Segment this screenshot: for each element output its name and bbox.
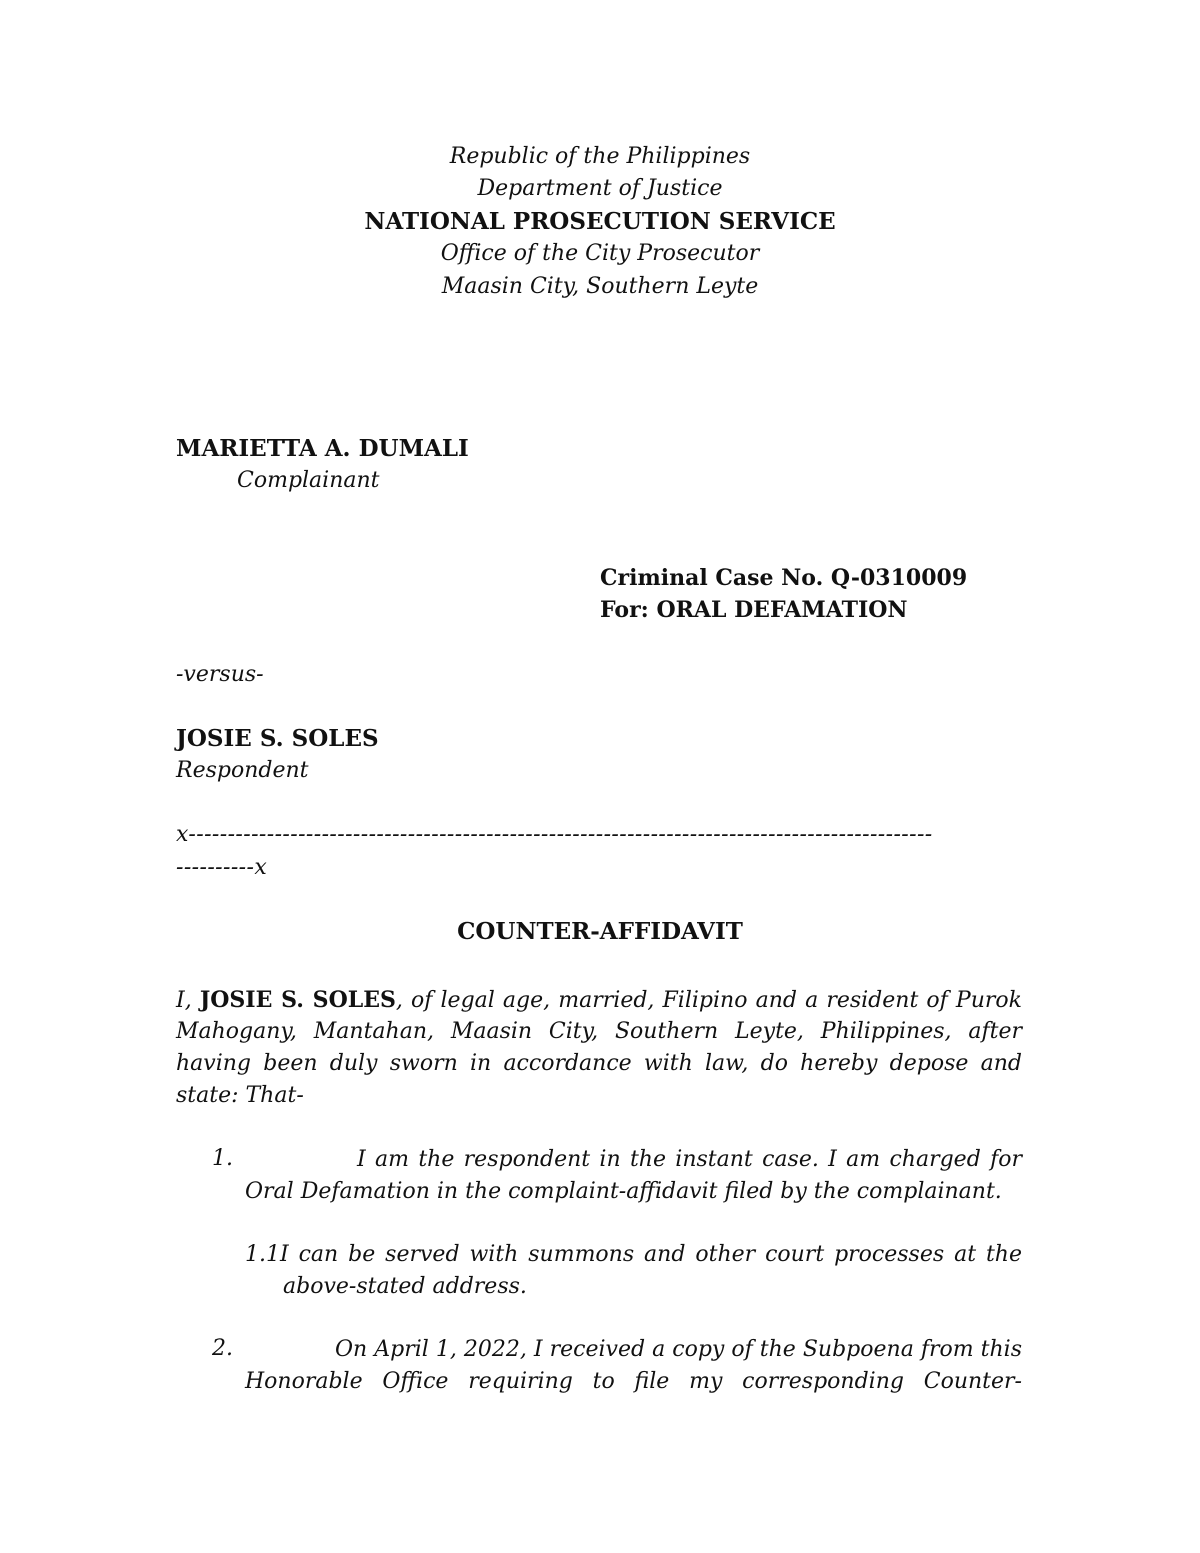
- item-1-1-paragraph: [245, 1239, 1022, 1303]
- intro-paragraph: [176, 984, 1022, 1112]
- item-2-line-2: Honorable Office requiring to file my corresponding Counter-: [245, 1369, 1022, 1394]
- versus-label: -versus-: [176, 662, 264, 687]
- header-location: Maasin City, Southern Leyte: [441, 274, 759, 299]
- header-service: NATIONAL PROSECUTION SERVICE: [364, 208, 836, 235]
- case-number: Criminal Case No. Q-0310009: [600, 565, 968, 591]
- item-1-line-1: I am the respondent in the instant case. I am charged for: [357, 1147, 1022, 1172]
- item-1-1-line-1: [245, 1239, 1022, 1271]
- intro-line-3: having been duly sworn in accordance with law, do hereby depose and: [176, 1051, 1022, 1076]
- header-republic: Republic of the Philippines: [449, 144, 751, 169]
- separator-line-1: x-----------------------------------------------------------------------------------------------: [176, 822, 933, 847]
- header-office: Office of the City Prosecutor: [440, 241, 760, 266]
- item-1-number: 1.: [212, 1146, 233, 1171]
- complainant-role: Complainant: [237, 468, 380, 493]
- item-1-paragraph: [245, 1144, 1022, 1208]
- intro-line-1-rest: , of legal age, married, Filipino and a resident of Purok: [395, 988, 1022, 1013]
- complainant-name: MARIETTA A. DUMALI: [176, 435, 469, 462]
- header-department: Department of Justice: [477, 176, 723, 201]
- case-charge: For: ORAL DEFAMATION: [600, 597, 908, 623]
- intro-line-2: Mahogany, Mantahan, Maasin City, Southern Leyte, Philippines, after: [176, 1019, 1022, 1044]
- item-1-1-line-2: above-stated address.: [283, 1274, 527, 1299]
- separator-line-2: ----------x: [176, 855, 268, 880]
- intro-line-1: [176, 984, 1022, 1016]
- respondent-role: Respondent: [176, 758, 309, 783]
- item-1-line-2: Oral Defamation in the complaint-affidavit filed by the complainant.: [245, 1179, 1002, 1204]
- item-1-1-number: 1.1: [245, 1242, 280, 1267]
- respondent-name: JOSIE S. SOLES: [176, 725, 379, 752]
- document-title: COUNTER-AFFIDAVIT: [457, 918, 743, 945]
- item-1-1-text: I can be served with summons and other court processes at the: [280, 1242, 1022, 1267]
- intro-prefix: I,: [176, 988, 200, 1013]
- item-2-number: 2.: [212, 1336, 233, 1361]
- item-2-line-1: On April 1, 2022, I received a copy of the Subpoena from this: [335, 1337, 1022, 1362]
- item-2-paragraph: [245, 1334, 1022, 1398]
- intro-affiant-name: JOSIE S. SOLES: [199, 987, 396, 1013]
- intro-line-4: state: That-: [176, 1083, 304, 1108]
